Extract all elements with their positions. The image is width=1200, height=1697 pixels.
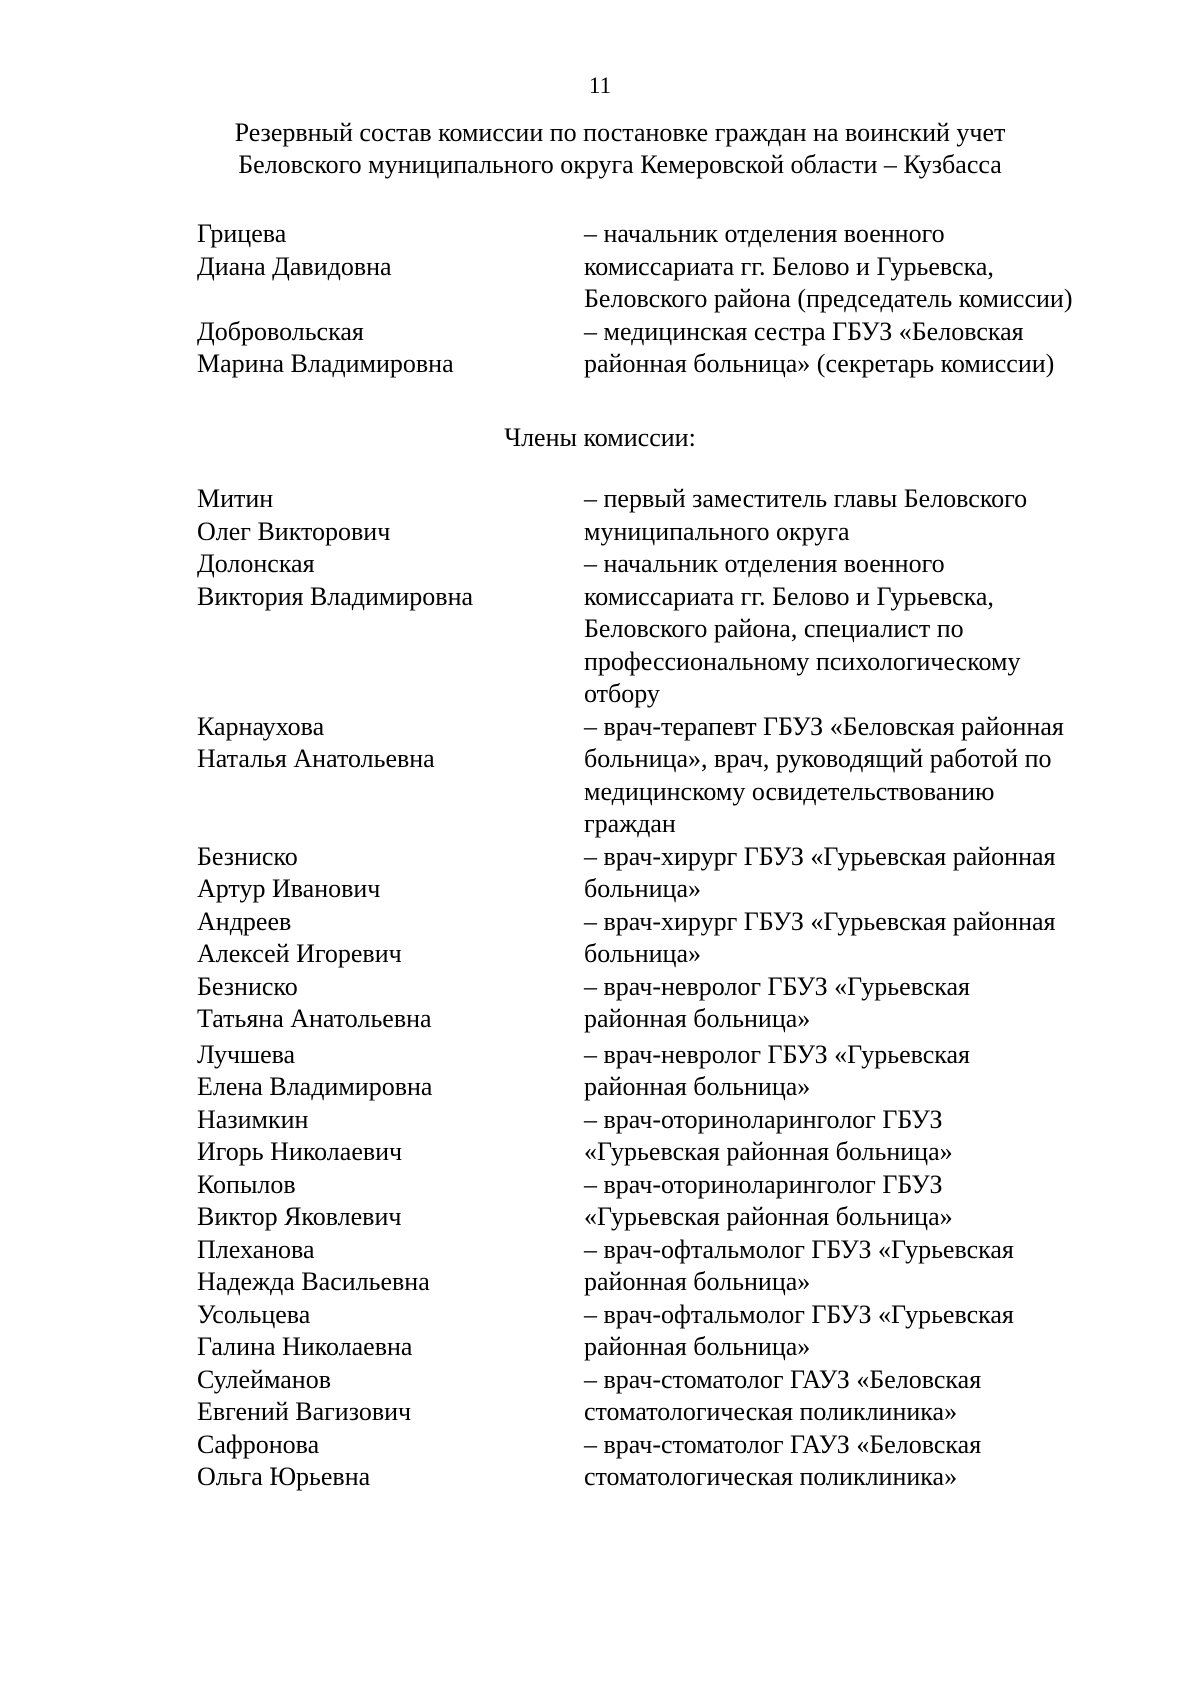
members-heading: Члены комиссии:	[504, 423, 696, 452]
entry-row	[197, 1299, 1147, 1364]
role-line: – начальник отделения военного	[584, 219, 945, 248]
role-line: – врач-невролог ГБУЗ «Гурьевская	[584, 971, 971, 1001]
role-line: граждан	[584, 809, 676, 838]
person-role	[584, 316, 1147, 381]
role-line: больница»	[584, 939, 701, 968]
role-line: – врач-хирург ГБУЗ «Гурьевская районная	[584, 841, 1056, 871]
person-name	[197, 1299, 584, 1364]
person-role	[584, 483, 1147, 548]
role-line: – врач-невролог ГБУЗ «Гурьевская	[584, 1039, 971, 1069]
person-role	[584, 1234, 1147, 1299]
person-role	[584, 1104, 1147, 1169]
members-list	[197, 483, 1147, 1494]
name-line: Татьяна Анатольевна	[197, 1004, 432, 1033]
person-name	[197, 971, 584, 1036]
role-line: – врач-офтальмолог ГБУЗ «Гурьевская	[584, 1299, 1014, 1329]
person-role	[584, 711, 1147, 841]
name-line: Лучшева	[197, 1039, 296, 1069]
name-line: Марина Владимировна	[197, 349, 454, 378]
name-line: Копылов	[197, 1169, 296, 1199]
person-role	[584, 1364, 1147, 1429]
person-name	[197, 1104, 584, 1169]
entry-row	[197, 1364, 1147, 1429]
role-line: районная больница»	[584, 1267, 811, 1296]
person-name	[197, 483, 584, 548]
name-line: Сулейманов	[197, 1364, 331, 1394]
role-line: медицинскому освидетельствованию	[584, 776, 995, 806]
role-line: – начальник отделения военного	[584, 549, 945, 578]
person-name	[197, 1169, 584, 1234]
entry-row	[197, 971, 1147, 1036]
role-line: – врач-хирург ГБУЗ «Гурьевская районная	[584, 906, 1056, 936]
person-name	[197, 1039, 584, 1104]
name-line: Ольга Юрьевна	[197, 1462, 371, 1491]
entry-row	[197, 1234, 1147, 1299]
name-line: Безниско	[197, 841, 298, 871]
role-line: комиссариата гг. Белово и Гурьевска,	[584, 581, 994, 611]
person-name	[197, 218, 584, 316]
entry-row	[197, 1429, 1147, 1494]
person-name	[197, 711, 584, 841]
name-line: Добровольская	[197, 316, 364, 346]
document-title	[205, 117, 1035, 181]
entry-row	[197, 906, 1147, 971]
name-line: Алексей Игоревич	[197, 939, 402, 968]
person-name	[197, 906, 584, 971]
name-line: Митин	[197, 484, 274, 513]
name-line: Диана Давидовна	[197, 251, 392, 281]
name-line: Сафронова	[197, 1429, 320, 1459]
person-role	[584, 1299, 1147, 1364]
role-line: Беловского района, специалист по	[584, 614, 964, 643]
name-line: Грицева	[197, 219, 287, 248]
person-name	[197, 316, 584, 381]
role-line: отбору	[584, 679, 660, 708]
name-line: Галина Николаевна	[197, 1332, 413, 1361]
person-role	[584, 548, 1147, 711]
name-line: Усольцева	[197, 1299, 311, 1329]
role-line: – врач-терапевт ГБУЗ «Беловская районная	[584, 711, 1064, 741]
role-line: – врач-офтальмолог ГБУЗ «Гурьевская	[584, 1234, 1014, 1264]
role-line: – врач-стоматолог ГАУЗ «Беловская	[584, 1364, 982, 1394]
name-line: Наталья Анатольевна	[197, 744, 435, 773]
name-line: Олег Викторович	[197, 516, 391, 546]
name-line: Виктория Владимировна	[197, 581, 474, 611]
role-line: районная больница»	[584, 1072, 811, 1101]
person-role	[584, 841, 1147, 906]
person-name	[197, 548, 584, 711]
person-name	[197, 1429, 584, 1494]
role-line: – врач-оториноларинголог ГБУЗ	[584, 1104, 943, 1134]
entry-row	[197, 711, 1147, 841]
person-name	[197, 1234, 584, 1299]
role-line: – первый заместитель главы Беловского	[584, 484, 1028, 513]
person-role	[584, 1039, 1147, 1104]
role-line: Беловского района (председатель комиссии)	[584, 284, 1073, 313]
name-line: Назимкин	[197, 1104, 309, 1134]
role-line: больница», врач, руководящий работой по	[584, 744, 1052, 773]
person-name	[197, 841, 584, 906]
name-line: Евгений Вагизович	[197, 1397, 412, 1426]
entry-row	[197, 218, 1147, 316]
role-line: больница»	[584, 874, 701, 903]
page-number: 11	[588, 73, 612, 98]
entry-row	[197, 1039, 1147, 1104]
title-line: Беловского муниципального округа Кемеровской области – Кузбасса	[238, 150, 1002, 179]
role-line: – врач-стоматолог ГАУЗ «Беловская	[584, 1429, 982, 1459]
name-line: Карнаухова	[197, 711, 325, 741]
role-line: муниципального округа	[584, 516, 850, 546]
role-line: профессиональному психологическому	[584, 646, 1021, 676]
name-line: Надежда Васильевна	[197, 1267, 430, 1296]
person-role	[584, 218, 1147, 316]
person-role	[584, 1169, 1147, 1234]
role-line: – медицинская сестра ГБУЗ «Беловская	[584, 316, 1024, 346]
role-line: районная больница»	[584, 1332, 811, 1361]
name-line: Долонская	[197, 549, 315, 578]
role-line: «Гурьевская районная больница»	[584, 1137, 953, 1166]
person-role	[584, 971, 1147, 1036]
entry-row	[197, 1104, 1147, 1169]
entry-row	[197, 548, 1147, 711]
name-line: Безниско	[197, 971, 298, 1001]
person-role	[584, 1429, 1147, 1494]
person-name	[197, 1364, 584, 1429]
entry-row	[197, 316, 1147, 381]
role-line: стоматологическая поликлиника»	[584, 1397, 958, 1426]
title-line: Резервный состав комиссии по постановке граждан на воинский учет	[234, 118, 1006, 147]
person-role	[584, 906, 1147, 971]
name-line: Артур Иванович	[197, 874, 381, 903]
role-line: районная больница» (секретарь комиссии)	[584, 349, 1055, 378]
name-line: Виктор Яковлевич	[197, 1202, 402, 1231]
entry-row	[197, 1169, 1147, 1234]
role-line: – врач-оториноларинголог ГБУЗ	[584, 1169, 943, 1199]
entry-row	[197, 841, 1147, 906]
name-line: Игорь Николаевич	[197, 1137, 403, 1166]
role-line: стоматологическая поликлиника»	[584, 1462, 958, 1491]
role-line: районная больница»	[584, 1004, 811, 1033]
role-line: комиссариата гг. Белово и Гурьевска,	[584, 251, 994, 281]
leadership-list	[197, 218, 1147, 381]
name-line: Плеханова	[197, 1234, 315, 1264]
name-line: Андреев	[197, 906, 292, 936]
role-line: «Гурьевская районная больница»	[584, 1202, 953, 1231]
name-line: Елена Владимировна	[197, 1072, 433, 1101]
entry-row	[197, 483, 1147, 548]
